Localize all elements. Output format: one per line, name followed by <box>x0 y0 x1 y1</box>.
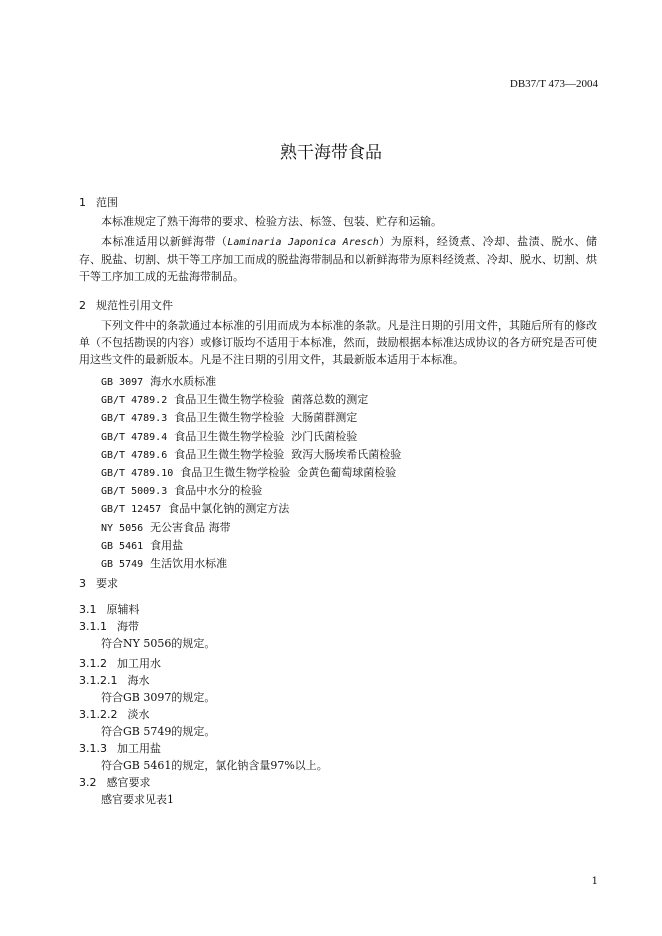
refs-intro-paragraph: 下列文件中的条款通过本标准的引用而成为本标准的条款。凡是注日期的引用文件，其随后所有的修改单（不包括勘误的内容）或修订版均不适用于本标准，然而，鼓励根据本标准达成协议的各方研究是否可使用这些文件的最新版本。凡是不注日期的引用文件，其最新版本适用于本标准。 <box>79 319 597 366</box>
subsection-3-2-text: 感官要求见表1 <box>101 793 174 806</box>
section-number: 3 <box>79 577 86 590</box>
reference-code: GB/T 4789.10 <box>101 468 174 479</box>
reference-title: 海水水质标准 <box>150 375 217 388</box>
scope-paragraph-2 <box>79 233 597 285</box>
reference-title: 食品卫生微生物学检验 大肠菌群测定 <box>174 411 358 425</box>
reference-item <box>101 428 357 446</box>
section-2-heading <box>79 297 173 313</box>
reference-item <box>101 555 227 573</box>
subsection-number: 3.1.1 <box>79 620 107 633</box>
subsection-title: 加工用盐 <box>117 742 161 755</box>
subsection-3-1-2-heading <box>79 655 161 671</box>
subsection-title: 原辅料 <box>106 603 140 616</box>
subsection-3-1-2-2-text: 符合GB 5749的规定。 <box>101 725 216 738</box>
subsection-3-1-1-text: 符合NY 5056的规定。 <box>101 637 216 650</box>
reference-code: GB 5461 <box>101 540 144 552</box>
reference-item <box>101 537 183 555</box>
subsection-number: 3.1 <box>79 603 97 616</box>
subsection-number: 3.2 <box>79 776 97 789</box>
reference-code: GB/T 4789.3 <box>101 413 168 425</box>
reference-title: 食品卫生微生物学检验 金黄色葡萄球菌检验 <box>180 466 397 479</box>
page-title: 熟干海带食品 <box>280 143 382 163</box>
species-latin-name: Laminaria Japonica Aresch <box>227 237 379 248</box>
reference-title: 食品卫生微生物学检验 菌落总数的测定 <box>174 393 369 407</box>
subsection-title: 海带 <box>117 620 139 633</box>
reference-code: GB/T 4789.2 <box>101 395 168 407</box>
reference-title: 食品卫生微生物学检验 沙门氏菌检验 <box>174 429 358 443</box>
subsection-3-1-2-2-heading <box>79 706 149 722</box>
reference-item <box>101 500 289 518</box>
section-1-heading <box>79 194 118 210</box>
subsection-number: 3.1.2 <box>79 657 107 670</box>
section-number: 1 <box>79 196 86 209</box>
subsection-title: 淡水 <box>127 708 150 721</box>
reference-code: GB/T 4789.6 <box>101 449 168 461</box>
reference-item <box>101 482 262 500</box>
reference-item <box>101 519 231 537</box>
subsection-title: 海水 <box>127 674 150 687</box>
scope-paragraph-1: 本标准规定了熟干海带的要求、检验方法、标签、包装、贮存和运输。 <box>101 215 442 228</box>
reference-title: 无公害食品 海带 <box>150 520 231 534</box>
reference-code: GB 5749 <box>101 559 144 570</box>
section-title: 要求 <box>96 577 118 590</box>
reference-item <box>101 446 401 464</box>
reference-code: NY 5056 <box>101 522 144 534</box>
reference-code: GB/T 4789.4 <box>101 431 168 443</box>
document-number: DB37/T 473—2004 <box>509 78 598 90</box>
subsection-3-2-heading <box>79 774 151 790</box>
reference-item <box>101 373 216 391</box>
reference-code: GB/T 12457 <box>101 504 162 516</box>
reference-title: 食品中水分的检验 <box>174 484 263 498</box>
subsection-3-1-1-heading <box>79 618 139 634</box>
scope-text-after: ）为原料，经烫煮、冷却、盐渍、脱水、储存、脱盐、切割、烘干等工序加工而成的脱盐海带制品和以新鲜海带为原料经烫煮、冷却、脱水、切割、烘干等工序加工成的无盐海带制品。 <box>79 235 598 283</box>
reference-title: 食品中氯化钠的测定方法 <box>168 502 290 516</box>
reference-item <box>101 409 357 427</box>
section-title: 规范性引用文件 <box>96 299 173 312</box>
subsection-number: 3.1.2.2 <box>79 708 118 721</box>
subsection-3-1-heading <box>79 601 140 617</box>
reference-title: 食用盐 <box>150 538 184 552</box>
reference-title: 生活饮用水标准 <box>150 557 228 570</box>
page-number: 1 <box>591 876 598 887</box>
scope-text-before: 本标准适用以新鲜海带（ <box>101 235 228 248</box>
subsection-number: 3.1.3 <box>79 742 107 755</box>
reference-title: 食品卫生微生物学检验 致泻大肠埃希氏菌检验 <box>174 447 402 461</box>
subsection-3-1-2-1-heading <box>79 672 149 688</box>
subsection-3-1-3-heading <box>79 740 161 756</box>
subsection-title: 加工用水 <box>117 657 161 670</box>
subsection-title: 感官要求 <box>106 776 151 789</box>
subsection-3-1-3-text: 符合GB 5461的规定，氯化钠含量97%以上。 <box>101 759 328 772</box>
reference-code: GB 3097 <box>101 377 144 388</box>
section-title: 范围 <box>96 196 118 209</box>
reference-item <box>101 464 396 482</box>
section-3-heading <box>79 575 118 591</box>
subsection-number: 3.1.2.1 <box>79 674 118 687</box>
reference-item <box>101 391 368 409</box>
subsection-3-1-2-1-text: 符合GB 3097的规定。 <box>101 691 216 704</box>
section-number: 2 <box>79 299 86 312</box>
reference-code: GB/T 5009.3 <box>101 486 168 498</box>
